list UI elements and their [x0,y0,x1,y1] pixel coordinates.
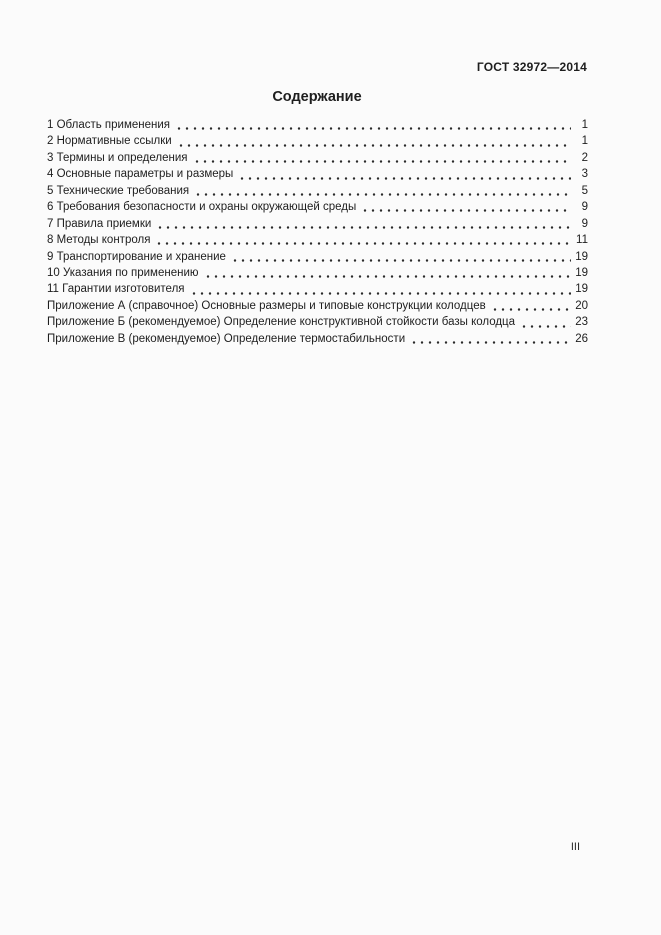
toc-entry-label: 8 Методы контроля [47,234,151,247]
toc-dot-leader [359,199,571,215]
page-number: III [570,841,580,853]
toc-dot-leader [489,298,571,314]
toc-entry [47,232,588,248]
toc-entry [47,314,588,330]
toc-dot-leader [408,331,571,347]
toc-entry [47,249,588,265]
toc-entry-page: 26 [575,332,588,345]
toc-entry [47,133,588,149]
toc-entry-label: 6 Требования безопасности и охраны окружающей среды [47,201,357,214]
toc-dot-leader [154,216,571,232]
toc-dot-leader [518,314,571,330]
toc-dot-leader [173,117,571,133]
toc-entry [47,216,588,232]
toc-entry [47,150,588,166]
toc-dot-leader [202,265,571,281]
toc-dot-leader [236,166,571,182]
toc-entry-label: Приложение В (рекомендуемое) Определение термостабильности [47,332,406,345]
document-code: ГОСТ 32972—2014 [476,60,587,74]
toc-entry [47,183,588,199]
toc-entry-page: 3 [581,168,588,181]
toc-dot-leader [175,133,571,149]
toc-entry-label: 3 Термины и определения [47,151,188,164]
toc-entry [47,331,588,347]
toc-entry-page: 19 [575,266,588,279]
toc-entry [47,199,588,215]
toc-dot-leader [188,281,571,297]
toc-entry-label: 5 Технические требования [47,184,190,197]
toc-entry-label: 11 Гарантии изготовителя [47,283,185,296]
toc-entry-page: 9 [581,201,588,214]
toc-entry [47,265,588,281]
toc-dot-leader [229,249,571,265]
toc-entry-page: 11 [576,234,588,247]
toc-entry-page: 9 [581,217,588,230]
toc-list [47,117,588,347]
toc-entry-page: 19 [575,250,588,263]
toc-entry-label: 7 Правила приемки [47,217,152,230]
toc-entry [47,298,588,314]
toc-dot-leader [153,232,571,248]
toc-entry [47,117,588,133]
toc-entry-label: 1 Область применения [47,119,171,131]
toc-dot-leader [192,183,571,199]
toc-entry-page: 1 [581,119,588,131]
toc-entry-label: 10 Указания по применению [47,266,199,279]
toc-entry-label: Приложение А (справочное) Основные размеры и типовые конструкции колодцев [47,299,486,312]
toc-entry-page: 5 [581,184,588,197]
toc-entry-page: 2 [581,151,588,164]
toc-entry-page: 20 [575,299,588,312]
toc-entry [47,281,588,297]
toc-entry-page: 1 [581,135,588,148]
toc-entry-page: 19 [575,283,588,296]
toc-entry-label: 2 Нормативные ссылки [47,135,172,148]
toc-dot-leader [191,150,571,166]
toc-entry-page: 23 [575,316,588,329]
toc-entry-label: 9 Транспортирование и хранение [47,250,226,263]
toc-entry-label: 4 Основные параметры и размеры [47,168,234,181]
toc-entry [47,166,588,182]
toc-entry-label: Приложение Б (рекомендуемое) Определение конструктивной стойкости базы колодца [47,316,516,329]
page-title: Содержание [272,89,362,105]
